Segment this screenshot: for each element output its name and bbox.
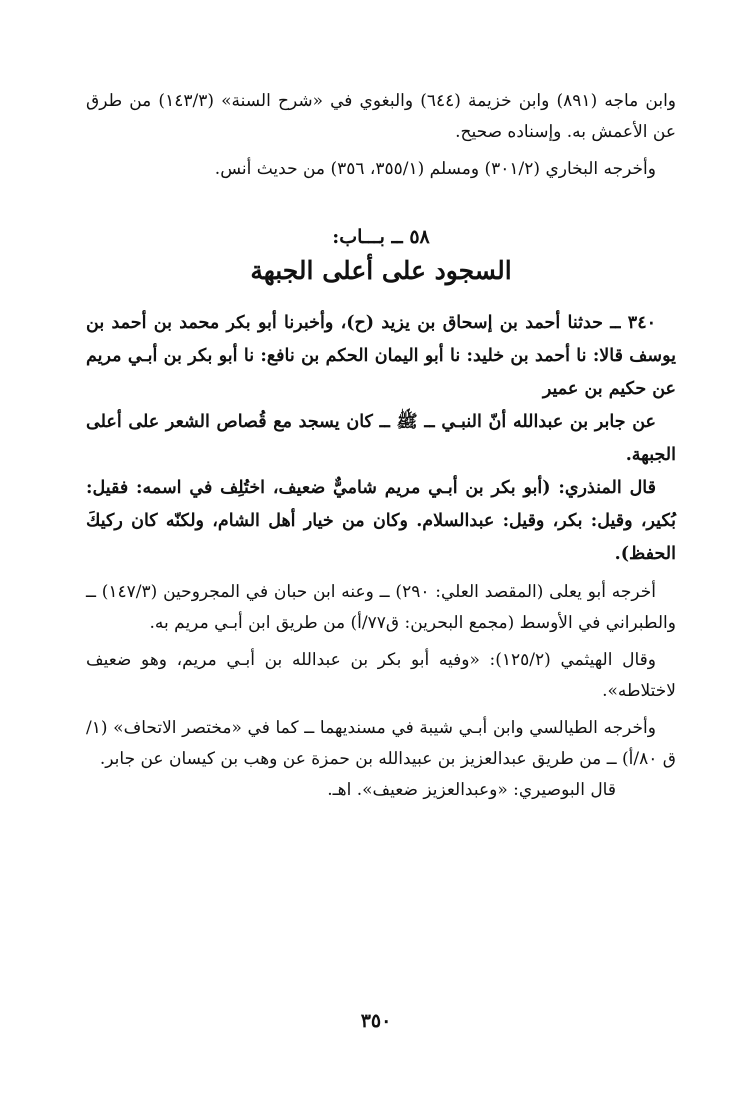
- page-body: [86, 86, 676, 806]
- hadith-mundhiri-comment: قال المنذري: (أبو بكر بن أبـي مريم شاميٌّ ضعيف، اختُلِف في اسمه: فقيل: بُكير، وقيل: بكر، وقيل: عبدالسلام. وكان من خيار أهل الشام، ولكنّه كان ركيكَ الحفظ).: [86, 478, 676, 564]
- chapter-title: السجود على أعلى الجبهة: [250, 256, 512, 285]
- intro-paragraph-2: وأخرجه البخاري (٣٠١/٢) ومسلم (٣٥٥/١، ٣٥٦) من حديث أنس.: [214, 159, 656, 179]
- hadith-matn: عن جابر بن عبدالله أنّ النبـي ــ ﷺ ــ كان يسجد مع قُصاص الشعر على أعلى الجبهة.: [86, 412, 676, 465]
- page-number: ٣٥٠: [360, 1010, 392, 1032]
- note-paragraph-1: أخرجه أبو يعلى (المقصد العلي: ٢٩٠) ــ وعنه ابن حبان في المجروحين (١٤٧/٣) ــ والطبراني في الأوسط (مجمع البحرين: ق٧٧/أ) من طريق ابن أبـي مريم به.: [86, 582, 676, 633]
- note-paragraph-3: وأخرجه الطيالسي وابن أبـي شيبة في مسنديهما ــ كما في «مختصر الاتحاف» (١/ق ٨٠/أ) ــ من طريق عبدالعزيز بن عبيدالله بن حمزة عن وهب بن كيسان عن جابر.: [86, 718, 676, 769]
- hadith-isnad: ٣٤٠ ــ حدثنا أحمد بن إسحاق بن يزيد (ح)، وأخبرنا أبو بكر محمد بن أحمد بن يوسف قالا: نا أحمد بن خليد: نا أبو اليمان الحكم بن نافع: نا أبو بكر بن أبـي مريم عن حكيم بن عمير: [86, 313, 676, 399]
- chapter-number: ٥٨ ــ بـــاب:: [332, 226, 430, 248]
- note-paragraph-4: قال البوصيري: «وعبدالعزيز ضعيف». اهـ.: [327, 780, 616, 800]
- note-paragraph-2: وقال الهيثمي (١٢٥/٢): «وفيه أبو بكر بن عبدالله بن أبـي مريم، وهو ضعيف لاختلاطه».: [86, 650, 676, 701]
- intro-paragraph-1: وابن ماجه (٨٩١) وابن خزيمة (٦٤٤) والبغوي في «شرح السنة» (١٤٣/٣) من طرق عن الأعمش به. وإسناده صحيح.: [86, 91, 676, 142]
